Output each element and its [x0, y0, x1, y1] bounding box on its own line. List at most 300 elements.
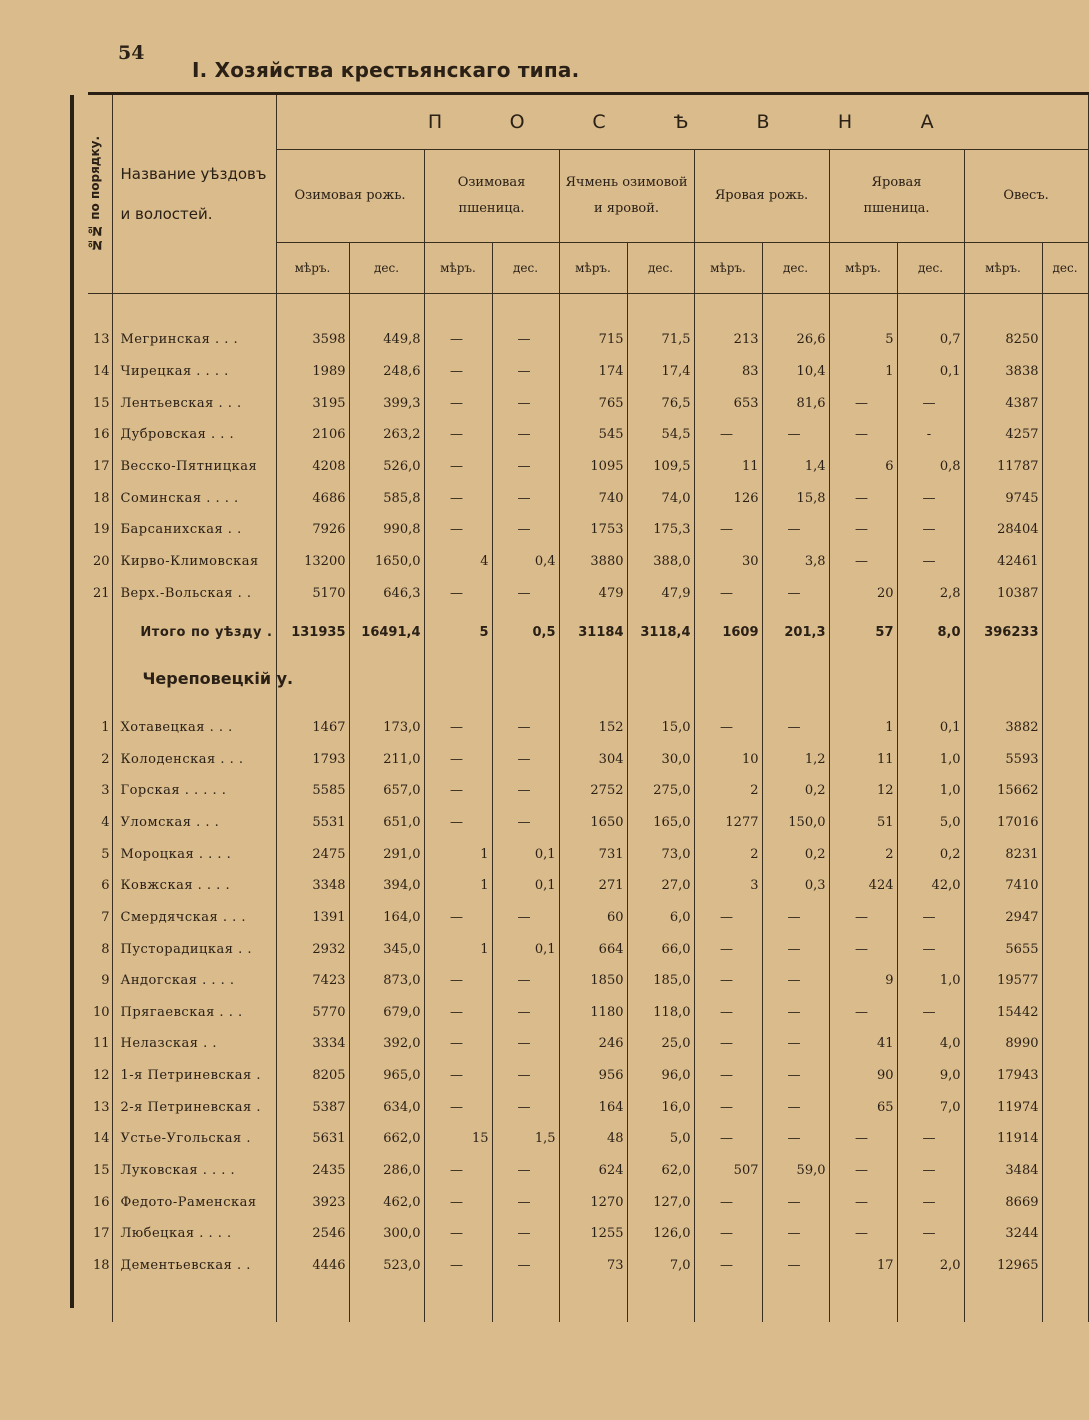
empty-cell — [424, 702, 492, 712]
volost-name: Андогская . . . . — [112, 965, 276, 997]
value-cell: 3334 — [276, 1028, 349, 1060]
empty-cell — [492, 702, 559, 712]
value-cell: 965,0 — [349, 1060, 424, 1092]
value-cell: 8669 — [964, 1186, 1042, 1218]
table-row — [88, 387, 1088, 419]
value-cell: 0,2 — [897, 838, 964, 870]
value-cell: 479 — [559, 577, 627, 609]
value-cell: — — [762, 996, 829, 1028]
empty-cell — [349, 294, 424, 325]
value-cell: — — [424, 996, 492, 1028]
value-cell: 12965 — [964, 1250, 1042, 1282]
value-cell: 526,0 — [349, 451, 424, 483]
value-cell: 17016 — [964, 807, 1042, 839]
value-cell: 2546 — [276, 1218, 349, 1250]
value-cell: 5170 — [276, 577, 349, 609]
empty-cell — [88, 609, 112, 655]
value-cell: 76,5 — [627, 387, 694, 419]
value-cell: — — [424, 1155, 492, 1187]
cropped-cell — [1042, 807, 1088, 839]
value-cell: 164,0 — [349, 902, 424, 934]
value-cell: — — [424, 387, 492, 419]
total-value-cell: 8,0 — [897, 609, 964, 655]
value-cell: — — [762, 577, 829, 609]
value-cell: — — [492, 419, 559, 451]
value-cell: 4208 — [276, 451, 349, 483]
unit-header-meras: мѣръ. — [559, 243, 627, 294]
cropped-cell — [1042, 451, 1088, 483]
table-row — [88, 324, 1088, 356]
value-cell: 66,0 — [627, 933, 694, 965]
value-cell: — — [424, 712, 492, 744]
row-index: 10 — [88, 996, 112, 1028]
value-cell: 1391 — [276, 902, 349, 934]
volost-name: Кирво-Климовская — [112, 546, 276, 578]
value-cell: 126,0 — [627, 1218, 694, 1250]
value-cell: 81,6 — [762, 387, 829, 419]
value-cell: 424 — [829, 870, 897, 902]
value-cell: 30,0 — [627, 743, 694, 775]
empty-cell — [492, 1281, 559, 1322]
row-index: 6 — [88, 870, 112, 902]
value-cell: 662,0 — [349, 1123, 424, 1155]
empty-cell — [627, 655, 694, 701]
table-row — [88, 419, 1088, 451]
value-cell: — — [762, 419, 829, 451]
empty-cell — [559, 655, 627, 701]
cropped-cell — [1042, 996, 1088, 1028]
row-index: 9 — [88, 965, 112, 997]
value-cell: 646,3 — [349, 577, 424, 609]
value-cell: 8205 — [276, 1060, 349, 1092]
value-cell: 545 — [559, 419, 627, 451]
value-cell: 174 — [559, 356, 627, 388]
value-cell: 5,0 — [627, 1123, 694, 1155]
value-cell: — — [897, 546, 964, 578]
row-index: 14 — [88, 356, 112, 388]
value-cell: 0,1 — [897, 712, 964, 744]
row-index: 3 — [88, 775, 112, 807]
value-cell: 585,8 — [349, 482, 424, 514]
value-cell: — — [762, 1218, 829, 1250]
value-cell: 1277 — [694, 807, 762, 839]
unit-header-des: дес. — [627, 243, 694, 294]
row-index: 13 — [88, 1091, 112, 1123]
index-header-label: №№ по порядку. — [88, 136, 102, 252]
value-cell: 4446 — [276, 1250, 349, 1282]
row-index: 17 — [88, 451, 112, 483]
cropped-cell — [1042, 1091, 1088, 1123]
section-title: Череповецкій у. — [112, 655, 276, 701]
value-cell: 0,1 — [492, 870, 559, 902]
table-row — [88, 1218, 1088, 1250]
value-cell: — — [829, 419, 897, 451]
value-cell: 1,4 — [762, 451, 829, 483]
cropped-cell — [1042, 1060, 1088, 1092]
value-cell: 42461 — [964, 546, 1042, 578]
table-row — [88, 965, 1088, 997]
empty-cell — [88, 702, 112, 712]
empty-cell — [1042, 1281, 1088, 1322]
value-cell: 213 — [694, 324, 762, 356]
empty-cell — [762, 1281, 829, 1322]
value-cell: 3348 — [276, 870, 349, 902]
value-cell: 8250 — [964, 324, 1042, 356]
page-number: 54 — [118, 42, 145, 64]
value-cell: — — [762, 1091, 829, 1123]
group-letter: О — [509, 111, 527, 133]
value-cell: 394,0 — [349, 870, 424, 902]
value-cell: 11914 — [964, 1123, 1042, 1155]
unit-header-des: дес. — [1042, 243, 1088, 294]
value-cell: 1,5 — [492, 1123, 559, 1155]
cropped-cell — [1042, 870, 1088, 902]
cropped-cell — [1042, 838, 1088, 870]
empty-cell — [627, 702, 694, 712]
value-cell: 1 — [424, 838, 492, 870]
row-index: 11 — [88, 1028, 112, 1060]
value-cell: 3838 — [964, 356, 1042, 388]
value-cell: 657,0 — [349, 775, 424, 807]
value-cell: 54,5 — [627, 419, 694, 451]
value-cell: 150,0 — [762, 807, 829, 839]
empty-cell — [694, 1281, 762, 1322]
cropped-cell — [1042, 933, 1088, 965]
value-cell: — — [829, 387, 897, 419]
table-row — [88, 1250, 1088, 1282]
row-index: 17 — [88, 1218, 112, 1250]
value-cell: 2752 — [559, 775, 627, 807]
spacer-row — [88, 1281, 1088, 1322]
value-cell: — — [492, 1218, 559, 1250]
crop-label: Овесъ. — [1003, 188, 1049, 203]
value-cell: 27,0 — [627, 870, 694, 902]
value-cell: 1270 — [559, 1186, 627, 1218]
crop-header-barley — [559, 150, 694, 243]
volost-name: Чирецкая . . . . — [112, 356, 276, 388]
value-cell: 1255 — [559, 1218, 627, 1250]
value-cell: — — [492, 451, 559, 483]
value-cell: 5387 — [276, 1091, 349, 1123]
value-cell: 8231 — [964, 838, 1042, 870]
value-cell: 3 — [694, 870, 762, 902]
volost-name: Хотавецкая . . . — [112, 712, 276, 744]
value-cell: 1180 — [559, 996, 627, 1028]
value-cell: 28404 — [964, 514, 1042, 546]
group-letter: С — [592, 111, 608, 133]
spacer-row — [88, 702, 1088, 712]
value-cell: — — [424, 1186, 492, 1218]
row-index: 14 — [88, 1123, 112, 1155]
empty-cell — [762, 702, 829, 712]
value-cell: 126 — [694, 482, 762, 514]
value-cell: 731 — [559, 838, 627, 870]
value-cell: 9,0 — [897, 1060, 964, 1092]
value-cell: — — [694, 1123, 762, 1155]
value-cell: 118,0 — [627, 996, 694, 1028]
value-cell: — — [492, 1186, 559, 1218]
table-row — [88, 1091, 1088, 1123]
value-cell: 5585 — [276, 775, 349, 807]
value-cell: 173,0 — [349, 712, 424, 744]
row-index: 15 — [88, 1155, 112, 1187]
sowing-table — [88, 92, 1089, 1322]
table-row — [88, 451, 1088, 483]
value-cell: 41 — [829, 1028, 897, 1060]
cropped-cell — [1042, 1028, 1088, 1060]
value-cell: 15,8 — [762, 482, 829, 514]
value-cell: 15442 — [964, 996, 1042, 1028]
value-cell: — — [492, 514, 559, 546]
value-cell: — — [829, 1155, 897, 1187]
volost-name: Нелазская . . — [112, 1028, 276, 1060]
value-cell: 5655 — [964, 933, 1042, 965]
value-cell: 73 — [559, 1250, 627, 1282]
value-cell: — — [492, 743, 559, 775]
crop-header-winter-rye — [276, 150, 424, 243]
value-cell: 11 — [694, 451, 762, 483]
crop-label: Озимовая — [457, 175, 526, 190]
value-cell: — — [492, 577, 559, 609]
empty-cell — [829, 294, 897, 325]
row-index: 13 — [88, 324, 112, 356]
empty-cell — [829, 1281, 897, 1322]
cropped-cell — [1042, 1186, 1088, 1218]
value-cell: 17943 — [964, 1060, 1042, 1092]
name-header-line1: Название уѣздовъ — [120, 165, 267, 183]
value-cell: — — [897, 482, 964, 514]
empty-cell — [762, 655, 829, 701]
unit-header-meras: мѣръ. — [829, 243, 897, 294]
empty-cell — [829, 702, 897, 712]
empty-cell — [492, 294, 559, 325]
value-cell: — — [424, 902, 492, 934]
value-cell: — — [424, 1091, 492, 1123]
value-cell: 2947 — [964, 902, 1042, 934]
total-value-cell: 0,5 — [492, 609, 559, 655]
value-cell: 3923 — [276, 1186, 349, 1218]
value-cell: 392,0 — [349, 1028, 424, 1060]
value-cell: 715 — [559, 324, 627, 356]
value-cell: 15662 — [964, 775, 1042, 807]
value-cell: — — [829, 1218, 897, 1250]
row-index: 1 — [88, 712, 112, 744]
value-cell: 152 — [559, 712, 627, 744]
value-cell: 4257 — [964, 419, 1042, 451]
cropped-cell — [1042, 1123, 1088, 1155]
table-row — [88, 356, 1088, 388]
value-cell: 15 — [424, 1123, 492, 1155]
row-index: 7 — [88, 902, 112, 934]
value-cell: 1989 — [276, 356, 349, 388]
value-cell: 5531 — [276, 807, 349, 839]
crop-label: Яровая — [871, 175, 922, 190]
value-cell: 765 — [559, 387, 627, 419]
value-cell: 1753 — [559, 514, 627, 546]
empty-cell — [88, 655, 112, 701]
value-cell: 399,3 — [349, 387, 424, 419]
value-cell: 873,0 — [349, 965, 424, 997]
value-cell: 2 — [694, 775, 762, 807]
crop-label: пшеница. — [863, 201, 930, 216]
table-row — [88, 933, 1088, 965]
value-cell: 7926 — [276, 514, 349, 546]
value-cell: 2,0 — [897, 1250, 964, 1282]
value-cell: 634,0 — [349, 1091, 424, 1123]
value-cell: 4686 — [276, 482, 349, 514]
value-cell: 345,0 — [349, 933, 424, 965]
value-cell: 71,5 — [627, 324, 694, 356]
value-cell: — — [762, 712, 829, 744]
value-cell: 10,4 — [762, 356, 829, 388]
value-cell: — — [897, 902, 964, 934]
volost-name: Прягаевская . . . — [112, 996, 276, 1028]
row-index: 4 — [88, 807, 112, 839]
value-cell: 286,0 — [349, 1155, 424, 1187]
value-cell: 164 — [559, 1091, 627, 1123]
empty-cell — [112, 702, 276, 712]
unit-header-meras: мѣръ. — [276, 243, 349, 294]
empty-cell — [897, 294, 964, 325]
value-cell: — — [829, 996, 897, 1028]
volost-name: Дубровская . . . — [112, 419, 276, 451]
value-cell: 19577 — [964, 965, 1042, 997]
value-cell: 17 — [829, 1250, 897, 1282]
value-cell: 20 — [829, 577, 897, 609]
total-row — [88, 609, 1088, 655]
volost-name: Дементьевская . . — [112, 1250, 276, 1282]
value-cell: — — [492, 996, 559, 1028]
value-cell: — — [694, 1060, 762, 1092]
value-cell: — — [829, 902, 897, 934]
value-cell: 2 — [694, 838, 762, 870]
row-index: 15 — [88, 387, 112, 419]
unit-header-meras: мѣръ. — [694, 243, 762, 294]
value-cell: 300,0 — [349, 1218, 424, 1250]
total-value-cell: 31184 — [559, 609, 627, 655]
table-row — [88, 1123, 1088, 1155]
value-cell: — — [897, 1186, 964, 1218]
left-rule — [70, 95, 74, 1308]
value-cell: 5593 — [964, 743, 1042, 775]
crop-label: Ячмень озимовой — [565, 175, 688, 190]
value-cell: — — [424, 1250, 492, 1282]
value-cell: 449,8 — [349, 324, 424, 356]
cropped-cell — [1042, 712, 1088, 744]
value-cell: — — [694, 577, 762, 609]
empty-cell — [349, 702, 424, 712]
table-row — [88, 807, 1088, 839]
value-cell: 2475 — [276, 838, 349, 870]
table-row — [88, 996, 1088, 1028]
volost-name: Соминская . . . . — [112, 482, 276, 514]
value-cell: 5,0 — [897, 807, 964, 839]
value-cell: 653 — [694, 387, 762, 419]
crop-header-spring-wheat — [829, 150, 964, 243]
crop-label: и яровой. — [593, 201, 660, 216]
cropped-cell — [1042, 1218, 1088, 1250]
value-cell: — — [694, 933, 762, 965]
table-row — [88, 1028, 1088, 1060]
table-row — [88, 870, 1088, 902]
row-index: 20 — [88, 546, 112, 578]
group-letter: А — [920, 111, 936, 133]
empty-cell — [276, 1281, 349, 1322]
row-index: 8 — [88, 933, 112, 965]
empty-cell — [349, 655, 424, 701]
value-cell: 0,1 — [897, 356, 964, 388]
value-cell: 1 — [424, 870, 492, 902]
value-cell: 16,0 — [627, 1091, 694, 1123]
value-cell: — — [492, 387, 559, 419]
table-row — [88, 1155, 1088, 1187]
table-row — [88, 577, 1088, 609]
cropped-cell — [1042, 609, 1088, 655]
empty-cell — [112, 294, 276, 325]
value-cell: — — [492, 902, 559, 934]
value-cell: 0,1 — [492, 838, 559, 870]
empty-cell — [694, 294, 762, 325]
value-cell: — — [897, 387, 964, 419]
value-cell: 956 — [559, 1060, 627, 1092]
value-cell: 2 — [829, 838, 897, 870]
value-cell: - — [897, 419, 964, 451]
volost-name: Федото-Раменская — [112, 1186, 276, 1218]
empty-cell — [964, 655, 1042, 701]
value-cell: 185,0 — [627, 965, 694, 997]
value-cell: — — [694, 712, 762, 744]
index-header — [88, 94, 112, 294]
empty-cell — [829, 655, 897, 701]
value-cell: 5631 — [276, 1123, 349, 1155]
value-cell: 7423 — [276, 965, 349, 997]
value-cell: 15,0 — [627, 712, 694, 744]
value-cell: 10 — [694, 743, 762, 775]
value-cell: — — [897, 1123, 964, 1155]
value-cell: 0,3 — [762, 870, 829, 902]
value-cell: 304 — [559, 743, 627, 775]
volost-name: Горская . . . . . — [112, 775, 276, 807]
value-cell: — — [424, 775, 492, 807]
value-cell: 8990 — [964, 1028, 1042, 1060]
total-value-cell: 201,3 — [762, 609, 829, 655]
name-header — [112, 94, 276, 294]
value-cell: 73,0 — [627, 838, 694, 870]
section-row — [88, 655, 1088, 701]
crop-label: пшеница. — [458, 201, 525, 216]
cropped-cell — [1042, 902, 1088, 934]
volost-name: Колоденская . . . — [112, 743, 276, 775]
unit-header-des: дес. — [349, 243, 424, 294]
value-cell: 1650,0 — [349, 546, 424, 578]
table-row — [88, 546, 1088, 578]
total-value-cell: 16491,4 — [349, 609, 424, 655]
value-cell: 1,0 — [897, 775, 964, 807]
value-cell: — — [424, 965, 492, 997]
row-index: 19 — [88, 514, 112, 546]
value-cell: 211,0 — [349, 743, 424, 775]
empty-cell — [897, 1281, 964, 1322]
value-cell: 30 — [694, 546, 762, 578]
value-cell: 42,0 — [897, 870, 964, 902]
value-cell: — — [829, 514, 897, 546]
value-cell: 10387 — [964, 577, 1042, 609]
value-cell: — — [424, 356, 492, 388]
value-cell: 4,0 — [897, 1028, 964, 1060]
value-cell: 59,0 — [762, 1155, 829, 1187]
cropped-cell — [1042, 546, 1088, 578]
value-cell: 6,0 — [627, 902, 694, 934]
